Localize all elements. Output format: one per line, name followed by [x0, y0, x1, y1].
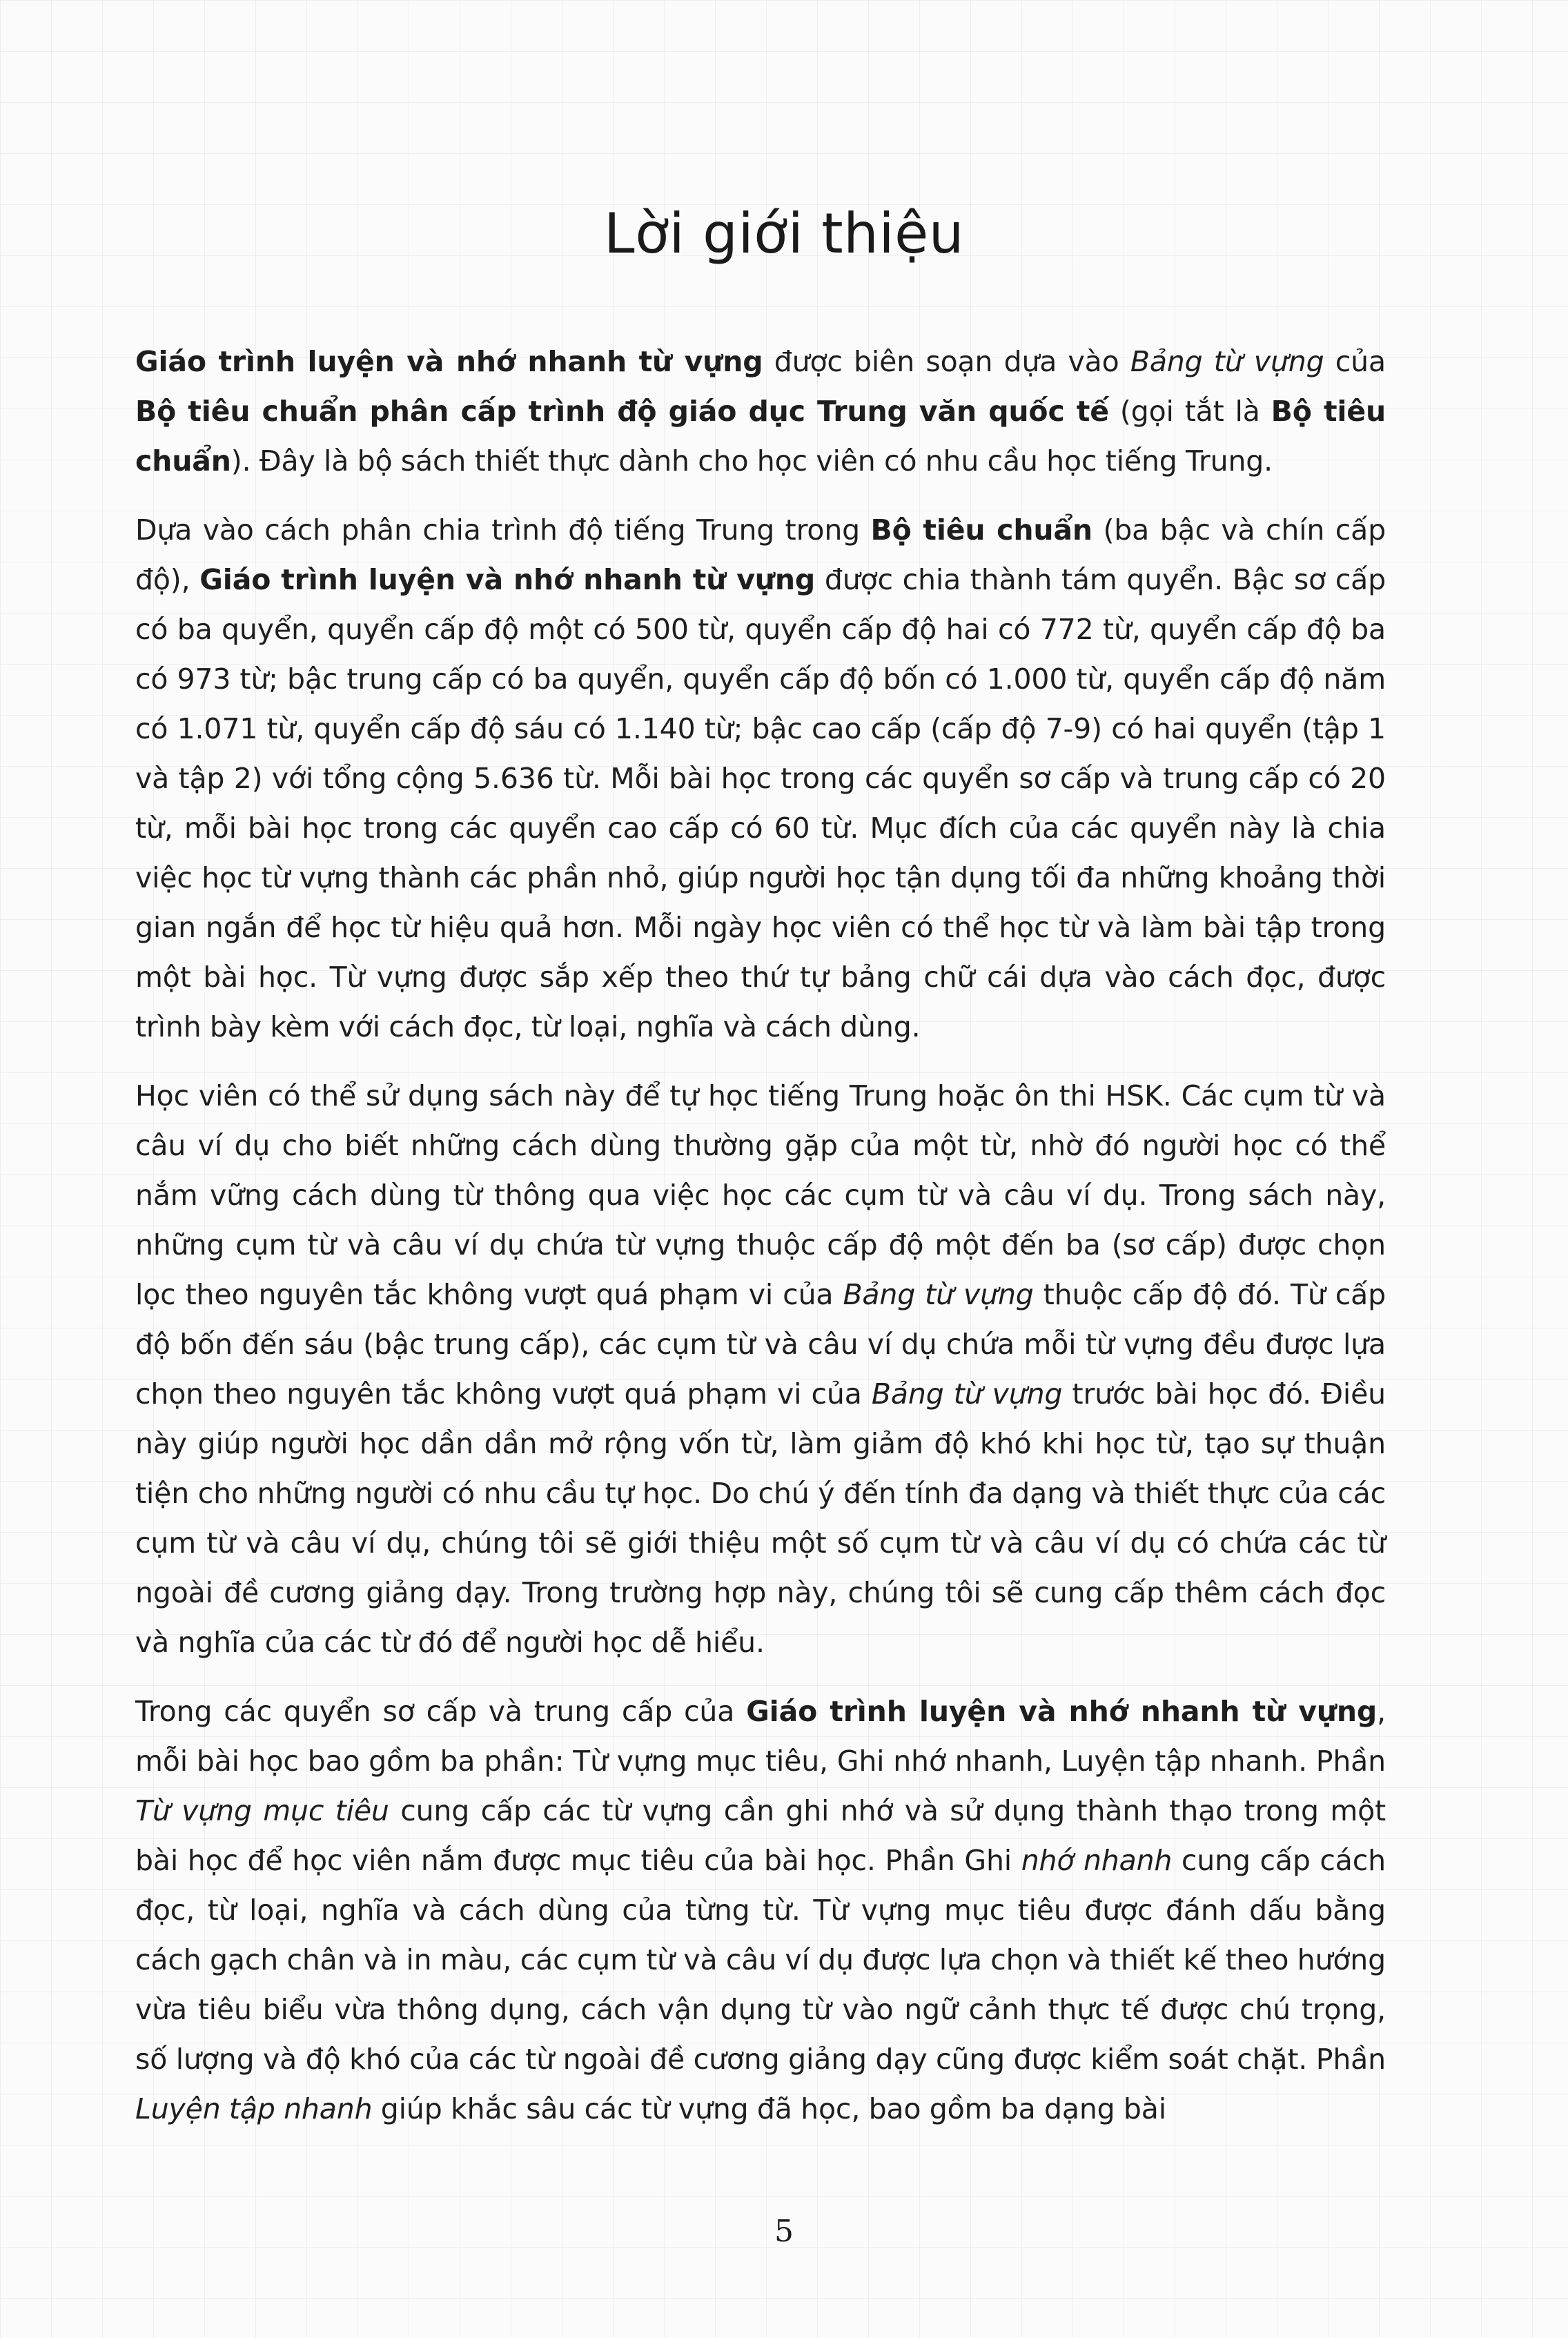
paragraph-2 — [135, 505, 1386, 1052]
text-run: Dựa vào cách phân chia trình độ tiếng Trung trong — [135, 513, 871, 547]
text-run: thuộc cấp độ đó. Từ cấp độ bốn đến sáu (bậc trung cấp), các cụm từ và câu ví dụ chứa mỗi từ vựng đều được lựa chọn theo nguyên tắc không vượt quá phạm vi của — [135, 1278, 1386, 1411]
text-run: của — [1324, 345, 1386, 378]
text-run: cung cấp cách đọc, từ loại, nghĩa và cách dùng của từng từ. Từ vựng mục tiêu được đánh dấu bằng cách gạch chân và in màu, các cụm từ và câu ví dụ được lựa chọn và thiết kế theo hướng vừa tiêu biểu vừa thông dụng, cách vận dụng từ vào ngữ cảnh thực tế được chú trọng, số lượng và độ khó của các từ ngoài đề cương giảng dạy cũng được kiểm soát chặt. Phần — [135, 1844, 1386, 2076]
italic-text: nhớ nhanh — [1021, 1844, 1173, 1877]
text-run: được chia thành tám quyển. Bậc sơ cấp có ba quyển, quyển cấp độ một có 500 từ, quyển cấp độ hai có 772 từ, quyển cấp độ ba có 973 từ; bậc trung cấp có ba quyển, quyển cấp độ bốn có 1.000 từ, quyển cấp độ năm có 1.071 từ, quyển cấp độ sáu có 1.140 từ; bậc cao cấp (cấp độ 7-9) có hai quyển (tập 1 và tập 2) với tổng cộng 5.636 từ. Mỗi bài học trong các quyển sơ cấp và trung cấp có 20 từ, mỗi bài học trong các quyển cao cấp có 60 từ. Mục đích của các quyển này là chia việc học từ vựng thành các phần nhỏ, giúp người học tận dụng tối đa những khoảng thời gian ngắn để học từ hiệu quả hơn. Mỗi ngày học viên có thể học từ và làm bài tập trong một bài học. Từ vựng được sắp xếp theo thứ tự bảng chữ cái dựa vào cách đọc, được trình bày kèm với cách đọc, từ loại, nghĩa và cách dùng. — [135, 563, 1386, 1043]
bold-text: Giáo trình luyện và nhớ nhanh từ vựng — [199, 563, 816, 596]
text-run: giúp khắc sâu các từ vựng đã học, bao gồm ba dạng bài — [372, 2092, 1166, 2125]
bold-text: Giáo trình luyện và nhớ nhanh từ vựng — [746, 1695, 1378, 1728]
bold-text: Bộ tiêu chuẩn — [870, 513, 1092, 547]
text-run: (gọi tắt là — [1108, 395, 1271, 428]
italic-text: Luyện tập nhanh — [135, 2092, 373, 2125]
text-run: trước bài học đó. Điều này giúp người học dần dần mở rộng vốn từ, làm giảm độ khó khi học từ, tạo sự thuận tiện cho những người có nhu cầu tự học. Do chú ý đến tính đa dạng và thiết thực của các cụm từ và câu ví dụ, chúng tôi sẽ giới thiệu một số cụm từ và câu ví dụ có chứa các từ ngoài đề cương giảng dạy. Trong trường hợp này, chúng tôi sẽ cung cấp thêm cách đọc và nghĩa của các từ đó để người học dễ hiểu. — [135, 1377, 1386, 1659]
text-run: Học viên có thể sử dụng sách này để tự học tiếng Trung hoặc ôn thi HSK. Các cụm từ và câu ví dụ cho biết những cách dùng thường gặp của một từ, nhờ đó người học có thể nắm vững cách dùng từ thông qua việc học các cụm từ và câu ví dụ. Trong sách này, những cụm từ và câu ví dụ chứa từ vựng thuộc cấp độ một đến ba (sơ cấp) được chọn lọc theo nguyên tắc không vượt quá phạm vi của — [135, 1079, 1386, 1311]
text-run: được biên soạn dựa vào — [763, 345, 1130, 378]
bold-text: Bộ tiêu chuẩn phân cấp trình độ giáo dục Trung văn quốc tế — [135, 395, 1109, 428]
page-title: Lời giới thiệu — [604, 202, 964, 266]
text-run: cung cấp các từ vựng cần ghi nhớ và sử dụng thành thạo trong một bài học để học viên nắm được mục tiêu của bài học. Phần Ghi — [135, 1794, 1386, 1877]
text-run: (ba bậc và chín cấp độ), — [135, 513, 1386, 596]
paragraph-1 — [135, 337, 1386, 486]
bold-text: Bộ tiêu chuẩn — [135, 395, 1386, 478]
text-run: ). Đây là bộ sách thiết thực dành cho học viên có nhu cầu học tiếng Trung. — [231, 444, 1273, 478]
text-run: , mỗi bài học bao gồm ba phần: Từ vựng mục tiêu, Ghi nhớ nhanh, Luyện tập nhanh. Phần — [135, 1695, 1386, 1778]
italic-text: Bảng từ vựng — [843, 1278, 1034, 1311]
bold-text: Giáo trình luyện và nhớ nhanh từ vựng — [135, 345, 763, 378]
italic-text: Từ vựng mục tiêu — [135, 1794, 389, 1827]
italic-text: Bảng từ vựng — [871, 1377, 1063, 1411]
paragraph-4 — [135, 1687, 1386, 2134]
body-text — [135, 337, 1386, 2153]
text-run: Trong các quyển sơ cấp và trung cấp của — [135, 1695, 747, 1728]
page-number: 5 — [774, 2214, 794, 2249]
paragraph-3 — [135, 1071, 1386, 1667]
italic-text: Bảng từ vựng — [1130, 345, 1324, 378]
